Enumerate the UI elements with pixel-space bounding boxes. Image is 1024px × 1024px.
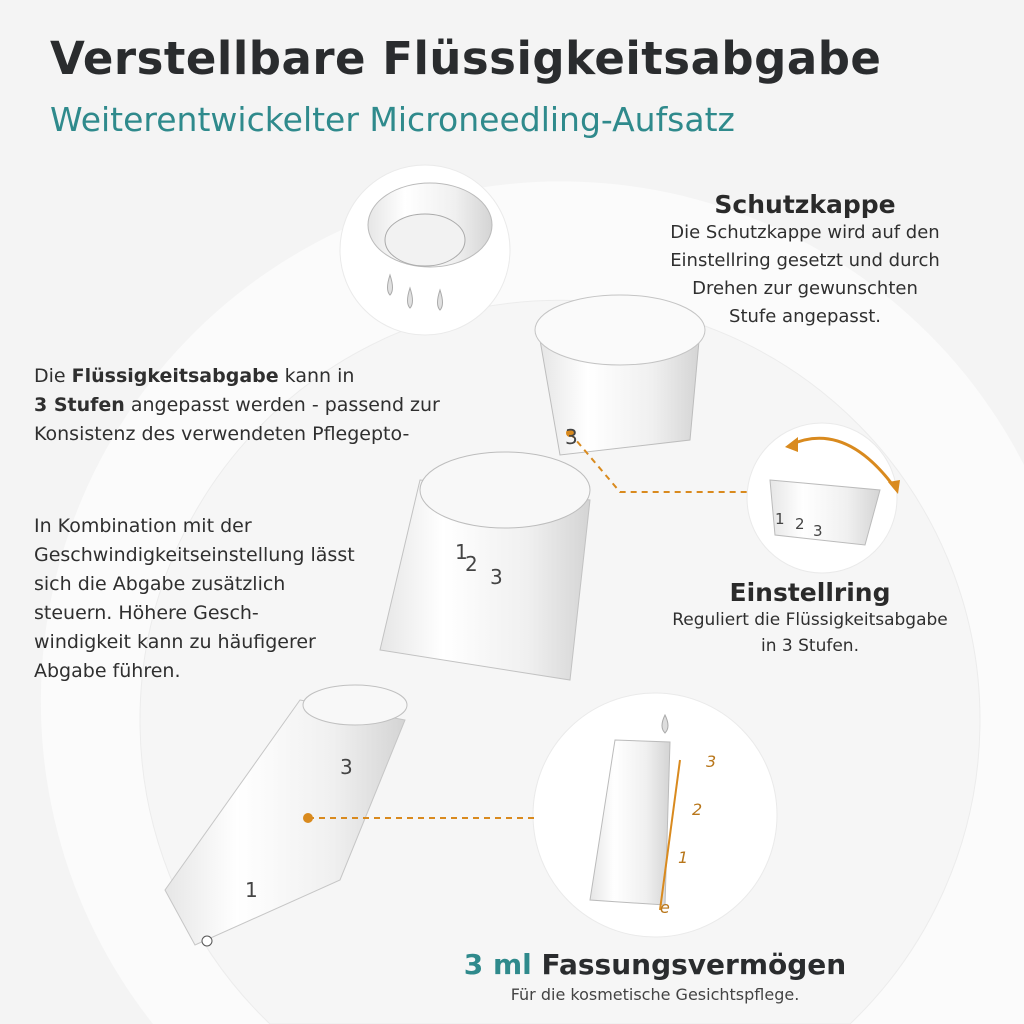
scale-label: e [660,898,670,917]
ring-heading: Einstellring [729,578,891,607]
text: Konsistenz des verwendeten Pflegepto- [34,423,410,445]
ring-text-line: Reguliert die Flüssigkeitsabgabe [672,610,948,630]
text-line: In Kombination mit der [34,515,252,537]
text-line: windigkeit kann zu häufigerer [34,631,316,653]
speed-info [34,512,355,686]
capacity-subtext: Für die kosmetische Gesichtspflege. [510,985,800,1004]
text-line: Abgabe führen. [34,660,181,682]
page-title: Verstellbare Flüssigkeitsabgabe [50,32,882,85]
text-bold: 3 Stufen [34,394,125,416]
ring-text-line: in 3 Stufen. [761,636,859,656]
text: kann in [278,365,355,387]
container-level-number: 3 [340,755,353,779]
cap-level-number: 3 [565,425,578,449]
container-level-number: 1 [245,878,258,902]
ring-info [620,578,1000,659]
page-subtitle: Weiterentwickelter Microneedling-Aufsatz [50,100,735,139]
cap-text-line: Drehen zur gewunschten [692,278,918,299]
capacity-amount: 3 ml [463,948,532,981]
scale-label: 1 [678,848,689,867]
dispense-info [34,362,440,449]
detail-level-number: 3 [813,522,823,540]
ring-level-number: 1 [455,540,468,564]
capacity-detail-circle [533,693,777,937]
detail-level-number: 1 [775,510,785,528]
cap-detail-circle [340,165,510,335]
cap-text-line: Stufe angepasst. [729,306,881,327]
cap-info [620,190,990,331]
capacity-label: Fassungsvermögen [531,948,847,981]
cap-heading: Schutzkappe [714,190,896,219]
text-line: steuern. Höhere Gesch- [34,602,259,624]
capacity-info [440,948,870,1004]
scale-label: 3 [706,752,717,771]
text-bold: Flüssigkeitsabgabe [71,365,279,387]
detail-level-number: 2 [795,515,805,533]
ring-level-number: 2 [465,552,478,576]
text: Die [34,365,72,387]
scale-label: 2 [692,800,703,819]
text-line: sich die Abgabe zusätzlich [34,573,286,595]
cap-text-line: Die Schutzkappe wird auf den [670,222,940,243]
ring-level-number: 3 [490,565,503,589]
cap-text-line: Einstellring gesetzt und durch [670,250,940,271]
text: angepasst werden - passend zur [124,394,440,416]
text-line: Geschwindigkeitseinstellung lässt [34,544,355,566]
